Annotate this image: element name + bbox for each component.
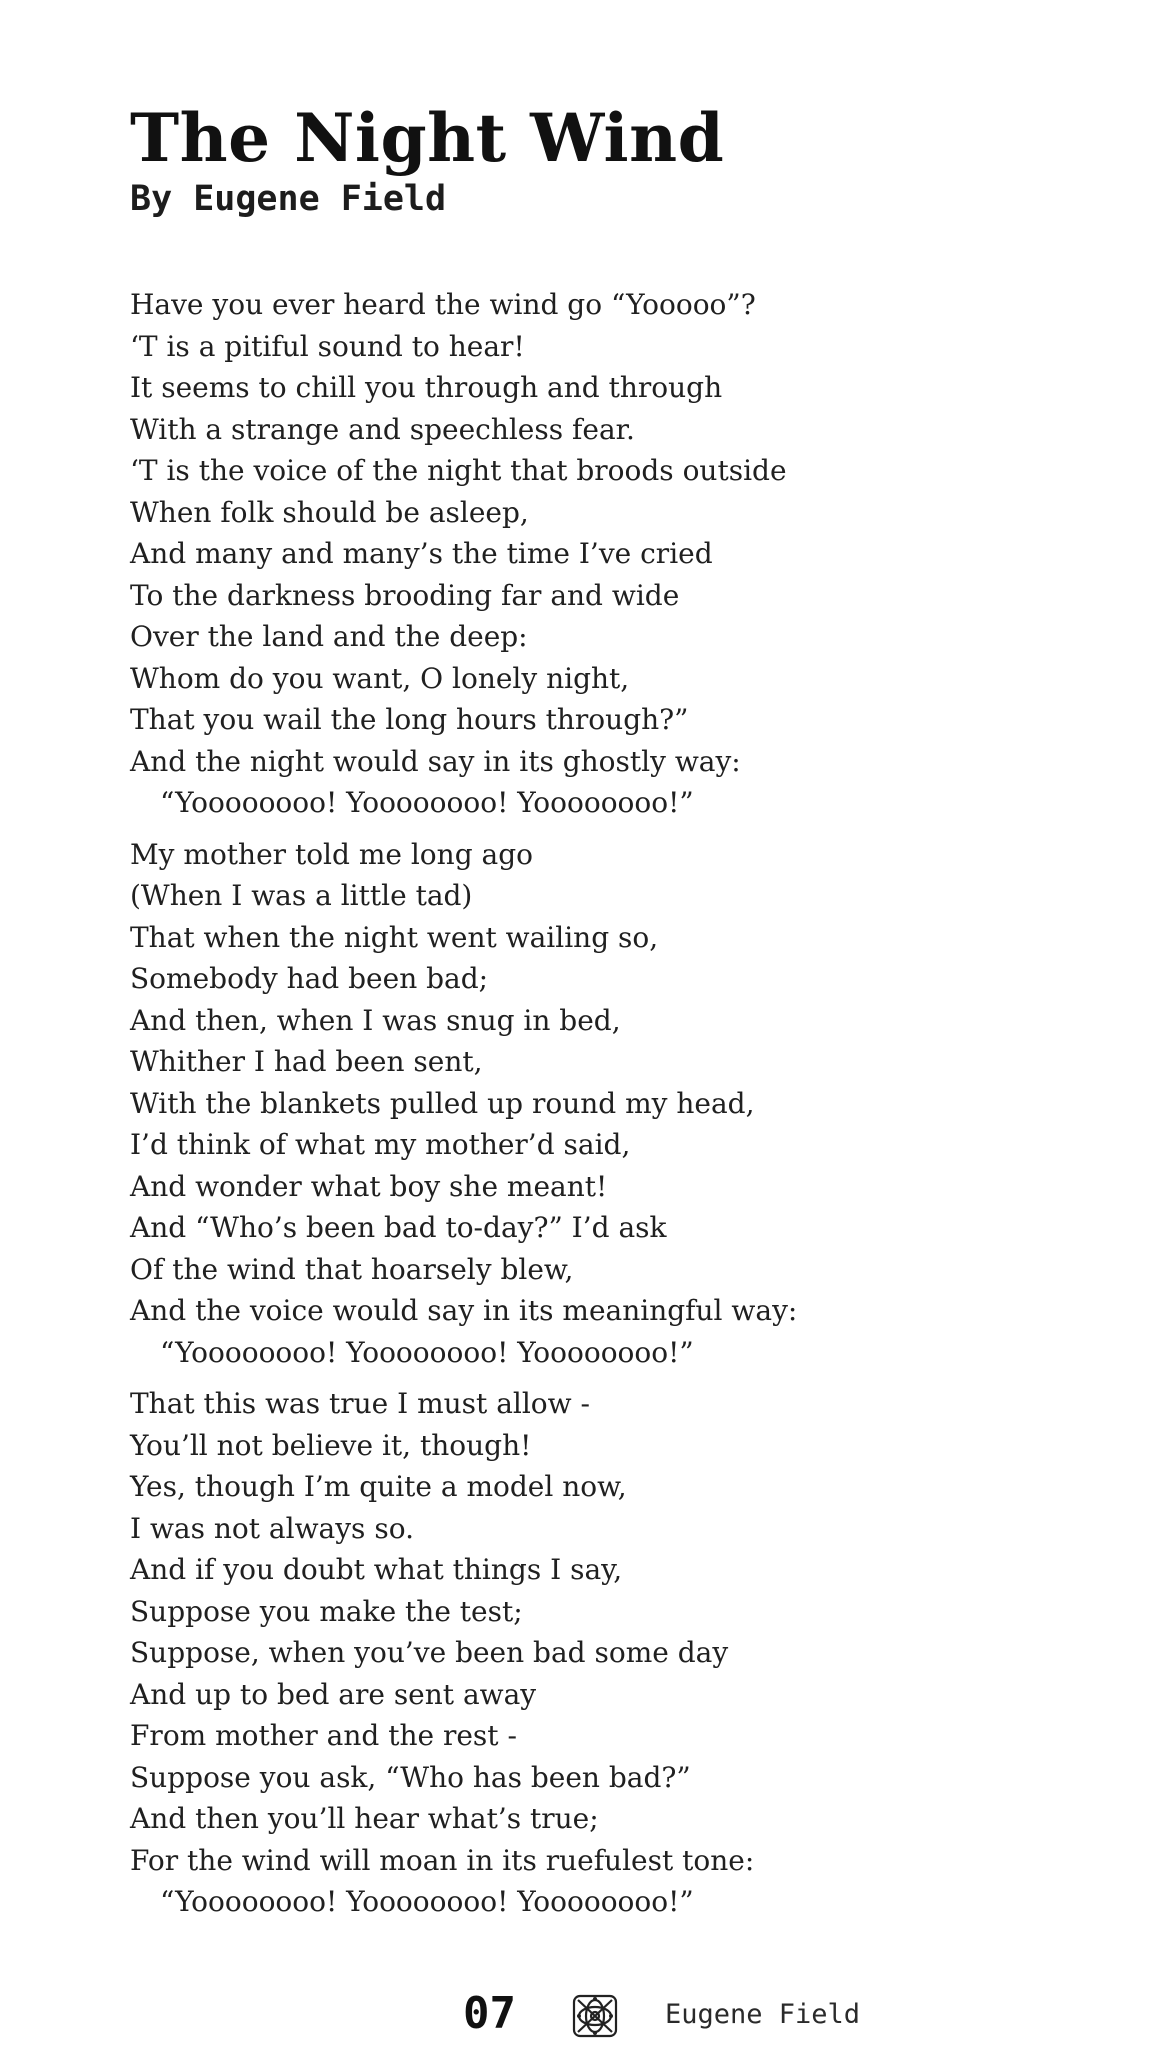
poem-line: With a strange and speechless fear. <box>130 412 635 446</box>
poem-line: From mother and the rest - <box>130 1719 517 1752</box>
author-byline: By Eugene Field <box>130 179 447 219</box>
poem-line: And up to bed are sent away <box>130 1677 537 1711</box>
poem-line: I’d think of what my mother’d said, <box>130 1128 631 1161</box>
poem-line: And “Who’s been bad to-day?” I’d ask <box>130 1211 667 1244</box>
page-footer <box>0 1988 1170 2044</box>
poem-line: That when the night went wailing so, <box>130 920 659 954</box>
poem-line: Somebody had been bad; <box>130 962 489 995</box>
refrain-line: “Yoooooooo! Yoooooooo! Yoooooooo!” <box>160 1335 694 1369</box>
poem-line: And many and many’s the time I’ve cried <box>130 537 713 570</box>
poem-line: And the voice would say in its meaningful way: <box>130 1294 798 1327</box>
poem-line: Suppose you make the test; <box>130 1594 523 1628</box>
poem-line: That you wail the long hours through?” <box>130 703 689 736</box>
poem-line: Have you ever heard the wind go “Yooooo”? <box>130 288 756 321</box>
poem-line: For the wind will moan in its ruefulest tone: <box>130 1843 755 1877</box>
poem-line: And if you doubt what things I say, <box>130 1553 623 1586</box>
poem-line: When folk should be asleep, <box>130 495 529 529</box>
poem-line: Whither I had been sent, <box>130 1045 483 1078</box>
stanza-1 <box>130 284 1070 824</box>
poem-line: You’ll not believe it, though! <box>130 1428 532 1462</box>
poem-line: That this was true I must allow - <box>130 1387 590 1420</box>
poem-line: (When I was a little tad) <box>130 879 473 912</box>
poem-line: Yes, though I’m quite a model now, <box>130 1470 627 1503</box>
poem-line: And then you’ll hear what’s true; <box>130 1802 599 1835</box>
poem-line: To the darkness brooding far and wide <box>130 578 680 612</box>
stanza-3 <box>130 1383 1070 1923</box>
celtic-knot-icon <box>570 1992 620 2040</box>
poem-line: My mother told me long ago <box>130 837 533 871</box>
poem-line: Over the land and the deep: <box>130 620 528 653</box>
poem-line: With the blankets pulled up round my head, <box>130 1086 755 1120</box>
footer-author: Eugene Field <box>665 1999 861 2030</box>
refrain-line: “Yoooooooo! Yoooooooo! Yoooooooo!” <box>160 1885 694 1918</box>
poem-body <box>130 284 1070 1923</box>
poem-line: ‘T is a pitiful sound to hear! <box>130 329 525 363</box>
poem-line: ‘T is the voice of the night that broods outside <box>130 454 787 487</box>
poem-page <box>130 100 1070 1933</box>
poem-line: Of the wind that hoarsely blew, <box>130 1252 574 1286</box>
poem-line: I was not always so. <box>130 1511 414 1545</box>
poem-line: And then, when I was snug in bed, <box>130 1003 621 1037</box>
poem-line: And the night would say in its ghostly way: <box>130 744 741 778</box>
page-title: The Night Wind <box>130 99 725 177</box>
poem-line: And wonder what boy she meant! <box>130 1169 608 1203</box>
page-number: 07 <box>463 1988 516 2039</box>
refrain-line: “Yoooooooo! Yoooooooo! Yoooooooo!” <box>160 786 694 819</box>
poem-line: Suppose, when you’ve been bad some day <box>130 1636 729 1669</box>
poem-line: It seems to chill you through and through <box>130 371 723 404</box>
stanza-2 <box>130 834 1070 1374</box>
poem-line: Suppose you ask, “Who has been bad?” <box>130 1760 691 1794</box>
poem-line: Whom do you want, O lonely night, <box>130 661 630 695</box>
